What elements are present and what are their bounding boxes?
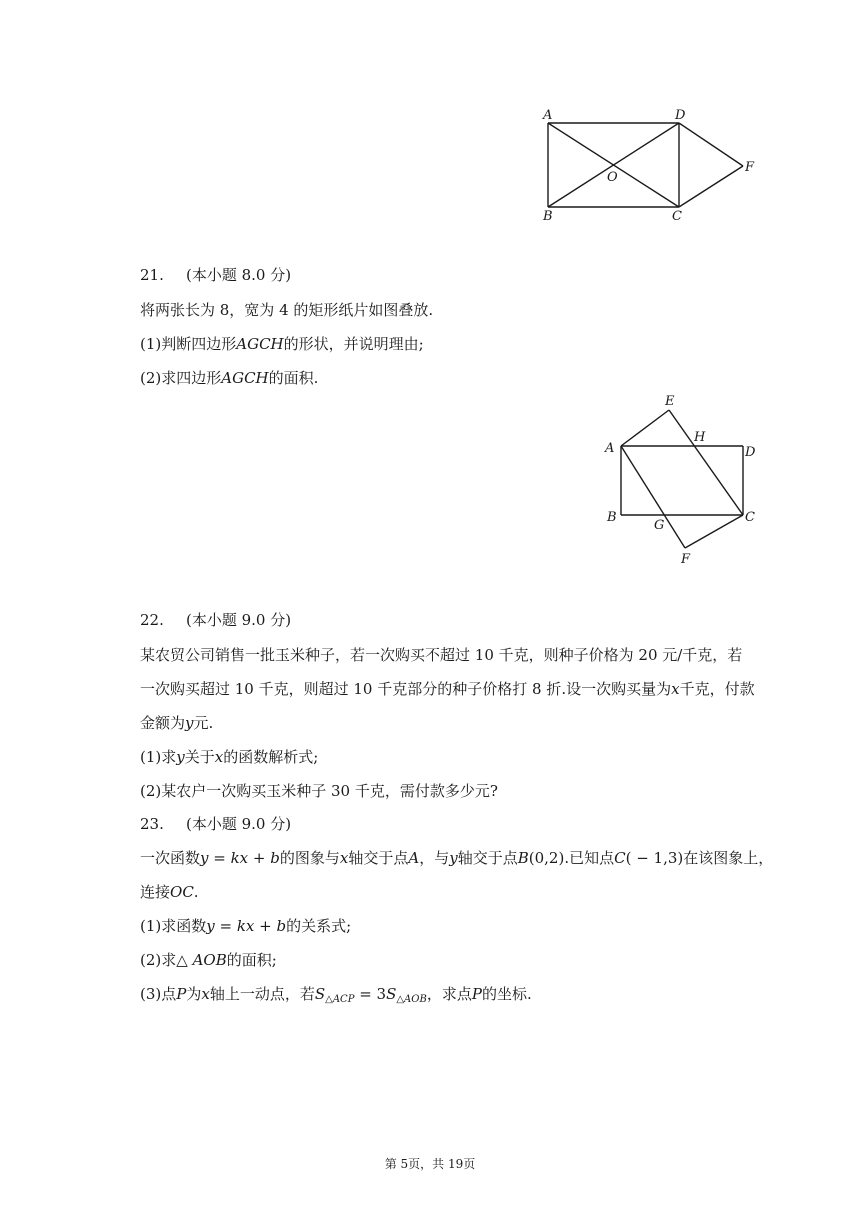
q22-part1-c: 的函数解析式; [223, 748, 319, 766]
q22-number: 22. [140, 611, 164, 629]
fig2-label-g: G [654, 518, 665, 533]
q23-l1-d: ，与 [419, 849, 450, 867]
q23-p3-S1: S [314, 985, 326, 1003]
label-d: D [675, 108, 686, 123]
diagonal-ac [548, 123, 679, 207]
q23-header [140, 814, 291, 834]
q23-p1-eq: y = kx + b [206, 917, 287, 935]
rect2-edge-ec [669, 410, 743, 515]
q23-p1-b: 的关系式; [286, 917, 352, 935]
q23-p3-mid: = 3 [354, 985, 387, 1003]
q21-part1-var: AGCH [236, 335, 284, 353]
q23-line1 [140, 848, 773, 868]
q21-part1 [140, 334, 424, 354]
q22-part1-y: y [176, 748, 185, 766]
q22-line3 [140, 713, 213, 733]
q23-l1-eq: y = kx + b [200, 849, 280, 867]
q22-line2 [140, 679, 755, 699]
q23-l1-Cc: ( − 1,3) [625, 849, 684, 867]
q23-l1-y: y [449, 849, 458, 867]
label-c: C [672, 209, 682, 224]
q23-p3-P: P [176, 985, 187, 1003]
q23-l2-a: 连接 [140, 883, 171, 901]
q21-number: 21. [140, 266, 164, 284]
q23-p3-c: 轴上一动点，若 [209, 985, 315, 1003]
q23-l1-A: A [408, 849, 420, 867]
q21-part2-prefix: (2)求四边形 [140, 369, 222, 387]
q23-p3-b: 为 [186, 985, 202, 1003]
q23-l1-Bc: (0,2) [528, 849, 565, 867]
q23-p2-a: (2)求△ [140, 951, 193, 969]
q23-part3 [140, 984, 532, 1010]
q23-l1-f: .已知点 [564, 849, 615, 867]
q22-var-y: y [185, 714, 194, 732]
q21-part2 [140, 368, 318, 388]
q22-part1-a: (1)求 [140, 748, 177, 766]
q23-line2 [140, 882, 199, 902]
q23-l1-c: 轴交于点 [348, 849, 409, 867]
q23-l1-b: 的图象与 [279, 849, 340, 867]
label-f: F [745, 160, 755, 175]
q22-part1 [140, 747, 318, 767]
q23-p3-S2: S [386, 985, 397, 1003]
q23-l1-a: 一次函数 [140, 849, 201, 867]
q21-header [140, 265, 291, 285]
q23-p3-sub1: △ACP [325, 994, 355, 1005]
fig2-label-e: E [665, 394, 675, 409]
q23-p2-b: 的面积; [226, 951, 277, 969]
q23-l1-e: 轴交于点 [457, 849, 518, 867]
q23-part2 [140, 950, 277, 970]
q23-p3-sub2: △AOB [396, 994, 427, 1005]
q23-l2-oc: OC [170, 883, 194, 901]
rect2-edge-cf [685, 515, 743, 548]
q22-var-x: x [671, 680, 680, 698]
fig2-label-a: A [605, 441, 615, 456]
q23-p3-a: (3)点 [140, 985, 177, 1003]
rect2-edge-fa [621, 446, 685, 548]
q22-part1-b: 关于 [184, 748, 215, 766]
q22-part1-x: x [214, 748, 224, 766]
q22-line3-a: 金额为 [140, 714, 186, 732]
q22-line3-b: 元. [193, 714, 214, 732]
label-o: O [607, 170, 618, 185]
label-a: A [543, 108, 553, 123]
q23-p2-v: AOB [192, 951, 227, 969]
label-b: B [543, 209, 553, 224]
q22-line2-b: 千克，付款 [679, 680, 755, 698]
q23-number: 23. [140, 815, 164, 833]
diagonal-bd [548, 123, 679, 207]
fig2-label-f: F [681, 552, 691, 567]
q21-score: (本小题 8.0 分) [186, 266, 292, 284]
q23-l1-B: B [517, 849, 529, 867]
fig2-label-b: B [607, 510, 617, 525]
q23-l1-C: C [614, 849, 626, 867]
q21-stem: 将两张长为 8，宽为 4 的矩形纸片如图叠放. [140, 301, 434, 319]
q22-score: (本小题 9.0 分) [186, 611, 292, 629]
q21-part2-var: AGCH [221, 369, 269, 387]
page-footer: 第 5页，共 19页 [384, 1157, 476, 1171]
q23-l1-g: 在该图象上， [683, 849, 774, 867]
edge-df [679, 123, 743, 166]
rect2-edge-ae [621, 410, 669, 446]
q23-p3-P2: P [471, 985, 482, 1003]
fig2-label-d: D [745, 445, 756, 460]
q21-part1-prefix: (1)判断四边形 [140, 335, 237, 353]
q21-part2-suffix: 的面积. [268, 369, 319, 387]
q23-p3-d: ，求点 [426, 985, 472, 1003]
q23-score: (本小题 9.0 分) [186, 815, 292, 833]
q23-p3-x: x [201, 985, 210, 1003]
fig2-label-c: C [745, 510, 755, 525]
fig2-label-h: H [694, 430, 706, 445]
q22-line2-a: 一次购买超过 10 千克，则超过 10 千克部分的种子价格打 8 折.设一次购买量为 [140, 680, 672, 698]
q23-part1 [140, 916, 351, 936]
q23-p1-a: (1)求函数 [140, 917, 207, 935]
q22-header [140, 610, 291, 630]
q23-p3-e: 的坐标. [481, 985, 532, 1003]
q21-part1-suffix: 的形状，并说明理由; [283, 335, 424, 353]
q23-l2-b: . [193, 883, 199, 901]
q23-l1-x: x [339, 849, 349, 867]
edge-fc [679, 166, 743, 207]
q22-line1: 某农贸公司销售一批玉米种子，若一次购买不超过 10 千克，则种子价格为 20 元/千克，若 [140, 646, 743, 664]
q22-part2: (2)某农户一次购买玉米种子 30 千克，需付款多少元? [140, 782, 498, 800]
